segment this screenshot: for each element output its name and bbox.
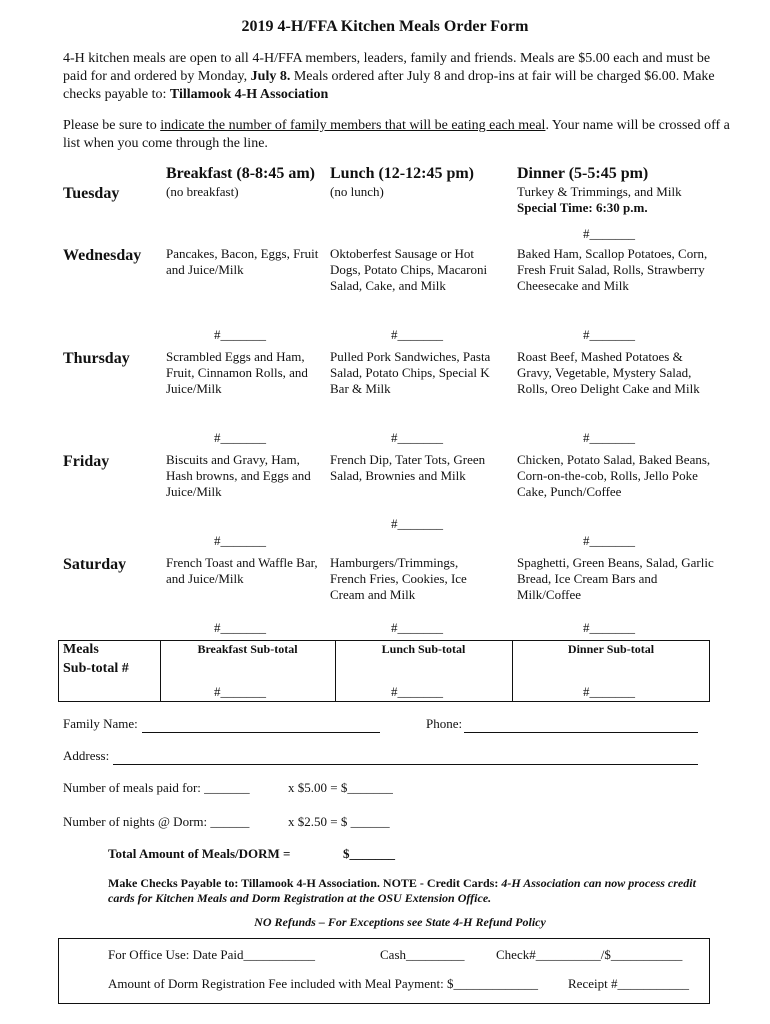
instructions-text-1: Please be sure to	[63, 118, 161, 133]
dinner-header: Dinner (5-5:45 pm)	[517, 165, 649, 182]
office-check[interactable]: Check#__________/$___________	[496, 947, 683, 962]
dorm-rate[interactable]: x $2.50 = $ ______	[288, 814, 390, 829]
friday-lunch-count[interactable]: #_______	[391, 516, 443, 531]
breakfast-subtotal-count[interactable]: #_______	[214, 684, 266, 699]
thursday-lunch-count[interactable]: #_______	[391, 430, 443, 445]
day-wednesday: Wednesday	[63, 247, 142, 264]
saturday-dinner-count[interactable]: #_______	[583, 620, 635, 635]
friday-breakfast-count[interactable]: #_______	[214, 533, 266, 548]
instructions-emphasis: indicate the number of family members that will be eating each meal	[160, 118, 546, 133]
breakfast-subtotal-label: Breakfast Sub-total	[197, 642, 298, 656]
total-amount-field[interactable]: $_______	[343, 846, 395, 861]
payee-name: Tillamook 4-H Association	[169, 87, 329, 102]
wednesday-breakfast: Pancakes, Bacon, Eggs, Fruit and Juice/Milk	[166, 246, 319, 277]
saturday-lunch: Hamburgers/Trimmings, French Fries, Cookies, Ice Cream and Milk	[330, 555, 467, 602]
subtotal-label: Sub-total #	[63, 661, 129, 676]
address-label: Address:	[63, 748, 110, 763]
office-date-paid[interactable]: For Office Use: Date Paid___________	[108, 947, 316, 962]
payment-notice	[108, 876, 708, 906]
wednesday-lunch-count[interactable]: #_______	[391, 327, 443, 342]
friday-lunch: French Dip, Tater Tots, Green Salad, Brownies and Milk	[330, 452, 486, 483]
family-name-field[interactable]	[142, 732, 380, 733]
thursday-dinner-count[interactable]: #_______	[583, 430, 635, 445]
intro-text-2: Meals ordered after July 8 and drop-ins at fair will be charged $6.00. Make checks payable to:	[63, 69, 715, 102]
tuesday-dinner-count[interactable]: #_______	[583, 226, 635, 241]
day-thursday: Thursday	[63, 350, 130, 367]
thursday-dinner: Roast Beef, Mashed Potatoes & Gravy, Vegetable, Mystery Salad, Rolls, Oreo Delight Cake and Milk	[517, 349, 700, 396]
office-receipt[interactable]: Receipt #___________	[568, 976, 689, 991]
lunch-subtotal-label: Lunch Sub-total	[381, 642, 466, 656]
tuesday-lunch: (no lunch)	[330, 184, 384, 199]
saturday-lunch-count[interactable]: #_______	[391, 620, 443, 635]
friday-dinner-count[interactable]: #_______	[583, 533, 635, 548]
dinner-subtotal-count[interactable]: #_______	[583, 684, 635, 699]
phone-field[interactable]	[464, 732, 698, 733]
day-tuesday: Tuesday	[63, 185, 120, 202]
refund-policy: NO Refunds – For Exceptions see State 4-H Refund Policy	[254, 915, 546, 929]
office-dorm-fee[interactable]: Amount of Dorm Registration Fee included with Meal Payment: $_____________	[108, 976, 539, 991]
page-title: 2019 4-H/FFA Kitchen Meals Order Form	[241, 18, 529, 35]
thursday-breakfast: Scrambled Eggs and Ham, Fruit, Cinnamon Rolls, and Juice/Milk	[166, 349, 308, 396]
saturday-breakfast: French Toast and Waffle Bar, and Juice/Milk	[166, 555, 318, 586]
dinner-subtotal-label: Dinner Sub-total	[567, 642, 655, 656]
intro-paragraph	[63, 50, 733, 104]
meals-paid-label[interactable]: Number of meals paid for: _______	[63, 780, 250, 795]
office-cash[interactable]: Cash_________	[380, 947, 465, 962]
wednesday-dinner-count[interactable]: #_______	[583, 327, 635, 342]
wednesday-dinner: Baked Ham, Scallop Potatoes, Corn, Fresh Fruit Salad, Rolls, Strawberry Cheesecake and Milk	[517, 246, 708, 293]
saturday-breakfast-count[interactable]: #_______	[214, 620, 266, 635]
total-label: Total Amount of Meals/DORM =	[108, 846, 291, 861]
day-saturday: Saturday	[63, 556, 127, 573]
address-field[interactable]	[113, 764, 698, 765]
instructions-text-2: . Your name will be crossed off a list when you come through the line.	[63, 118, 730, 151]
wednesday-breakfast-count[interactable]: #_______	[214, 327, 266, 342]
tuesday-dinner-note: Special Time: 6:30 p.m.	[517, 200, 648, 215]
credit-card-notice: 4-H Association can now process credit cards for Kitchen Meals and Dorm Registration at the OSU Extension Office.	[108, 876, 696, 905]
thursday-breakfast-count[interactable]: #_______	[214, 430, 266, 445]
thursday-lunch: Pulled Pork Sandwiches, Pasta Salad, Potato Chips, Special K Bar & Milk	[330, 349, 491, 396]
lunch-header: Lunch (12-12:45 pm)	[330, 165, 475, 182]
lunch-subtotal-count[interactable]: #_______	[391, 684, 443, 699]
tuesday-dinner: Turkey & Trimmings, and Milk	[517, 184, 682, 199]
dorm-nights-label[interactable]: Number of nights @ Dorm: ______	[63, 814, 250, 829]
instructions-paragraph	[63, 117, 733, 153]
payment-notice-text: Make Checks Payable to: Tillamook 4-H Association. NOTE - Credit Cards:	[108, 876, 502, 890]
intro-text-1: 4-H kitchen meals are open to all 4-H/FFA members, leaders, family and friends. Meals are $5.00 each and must be paid for and ordered by Monday,	[63, 51, 711, 84]
meals-rate[interactable]: x $5.00 = $_______	[288, 780, 393, 795]
family-name-label: Family Name:	[63, 716, 138, 731]
breakfast-header: Breakfast (8-8:45 am)	[166, 165, 316, 182]
phone-label: Phone:	[426, 716, 463, 731]
saturday-dinner: Spaghetti, Green Beans, Salad, Garlic Bread, Ice Cream Bars and Milk/Coffee	[517, 555, 714, 602]
wednesday-lunch: Oktoberfest Sausage or Hot Dogs, Potato Chips, Macaroni Salad, Cake, and Milk	[330, 246, 488, 293]
friday-breakfast: Biscuits and Gravy, Ham, Hash browns, and Eggs and Juice/Milk	[166, 452, 311, 499]
friday-dinner: Chicken, Potato Salad, Baked Beans, Corn-on-the-cob, Rolls, Jello Poke Cake, Punch/Coffee	[517, 452, 711, 499]
deadline-date: July 8.	[250, 69, 291, 84]
meals-label: Meals	[63, 642, 99, 657]
day-friday: Friday	[63, 453, 110, 470]
tuesday-breakfast: (no breakfast)	[166, 184, 239, 199]
